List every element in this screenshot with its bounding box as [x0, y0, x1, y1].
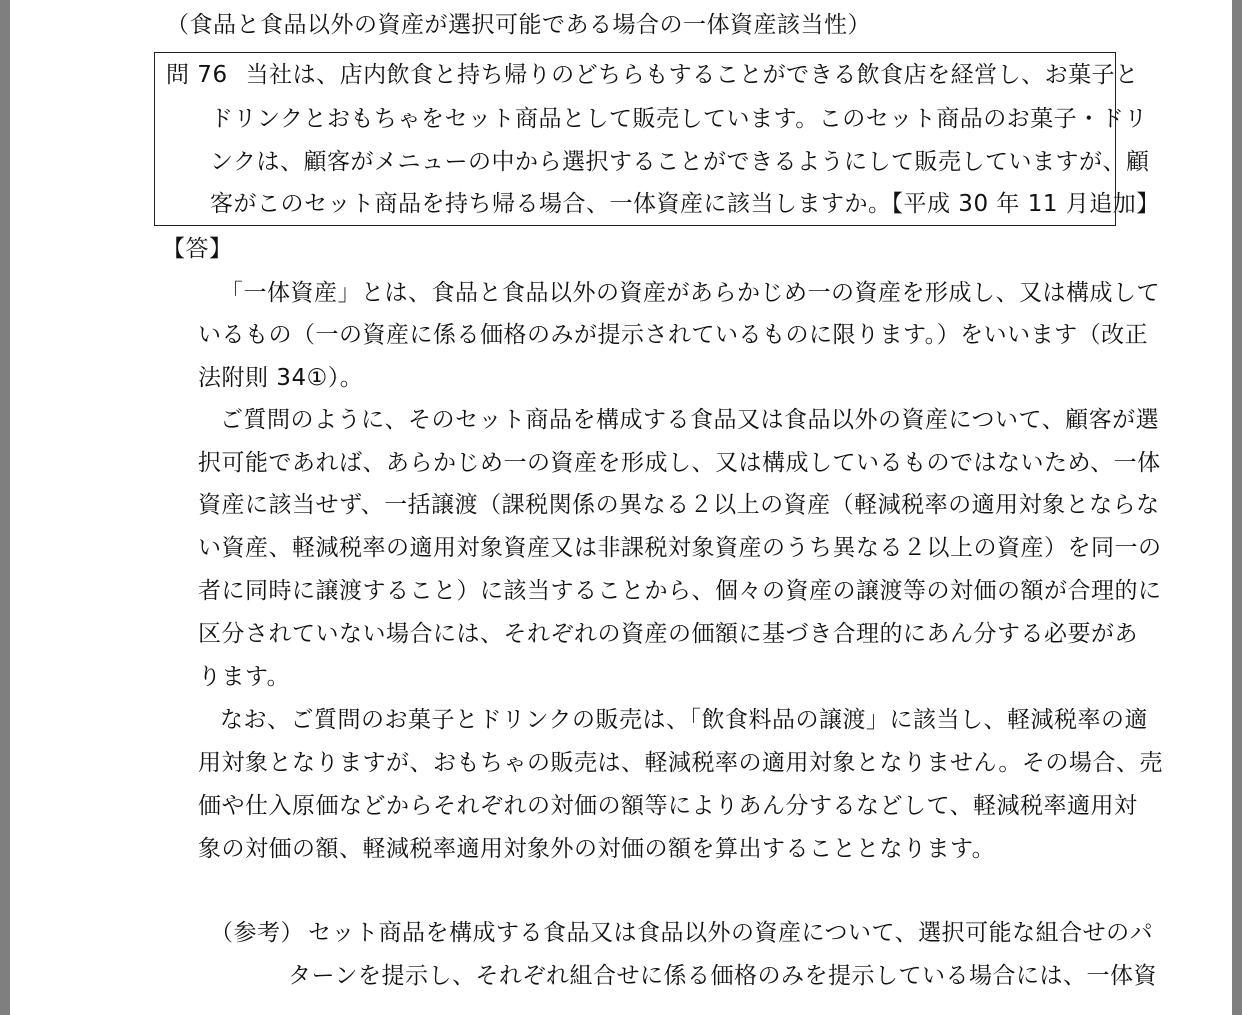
answer-p2-line: ります。	[198, 664, 291, 690]
answer-p2-line: 資産に該当せず、一括譲渡（課税関係の異なる２以上の資産（軽減税率の適用対象とならな	[198, 492, 1160, 518]
reference-label: （参考）	[210, 920, 304, 946]
answer-p2-line: ご質問のように、そのセット商品を構成する食品又は食品以外の資産について、顧客が選	[220, 407, 1160, 433]
answer-p3-line: 価や仕入原価などからそれぞれの対価の額等によりあん分するなどして、軽減税率適用対	[198, 793, 1138, 819]
answer-p3-line: 象の対価の額、軽減税率適用対象外の対価の額を算出することとなります。	[198, 836, 996, 862]
question-line-3: ンクは、顧客がメニューの中から選択することができるようにして販売していますが、顧	[210, 149, 1150, 175]
answer-p2-line: 択可能であれば、あらかじめ一の資産を形成し、又は構成しているものではないため、一体	[198, 450, 1161, 476]
reference-line: ターンを提示し、それぞれ組合せに係る価格のみを提示している場合には、一体資	[288, 963, 1158, 989]
answer-p2-line: 者に同時に譲渡すること）に該当することから、個々の資産の譲渡等の対価の額が合理的に	[198, 578, 1162, 604]
answer-p2-line: 区分されていない場合には、それぞれの資産の価額に基づき合理的にあん分する必要があ	[198, 621, 1138, 647]
question-number: 問 76	[166, 62, 228, 88]
reference-line: セット商品を構成する食品又は食品以外の資産について、選択可能な組合せのパ	[308, 920, 1154, 946]
answer-p1-line: いるもの（一の資産に係る価格のみが提示されているものに限ります。）をいいます（改正	[198, 322, 1149, 348]
section-heading: （食品と食品以外の資産が選択可能である場合の一体資産該当性）	[166, 12, 871, 38]
question-line-1: 問 76 当社は、店内飲食と持ち帰りのどちらもすることができる飲食店を経営し、お菓子と	[166, 62, 1139, 88]
answer-p1-line: 「一体資産」とは、食品と食品以外の資産があらかじめ一の資産を形成し、又は構成して	[220, 280, 1160, 306]
question-line-4: 客がこのセット商品を持ち帰る場合、一体資産に該当しますか。【平成 30 年 11 月追加】	[210, 191, 1160, 217]
answer-p1-line: 法附則 34①）。	[198, 365, 364, 391]
answer-p3-line: 用対象となりますが、おもちゃの販売は、軽減税率の適用対象となりません。その場合、売	[198, 750, 1163, 776]
answer-p2-line: い資産、軽減税率の適用対象資産又は非課税対象資産のうち異なる２以上の資産）を同一の	[198, 535, 1162, 561]
question-line-2: ドリンクとおもちゃをセット商品として販売しています。このセット商品のお菓子・ドリ	[210, 106, 1148, 132]
document-page	[10, 0, 1232, 1015]
answer-p3-line: なお、ご質問のお菓子とドリンクの販売は、「飲食料品の譲渡」に該当し、軽減税率の適	[220, 707, 1149, 733]
answer-label: 【答】	[162, 236, 233, 262]
